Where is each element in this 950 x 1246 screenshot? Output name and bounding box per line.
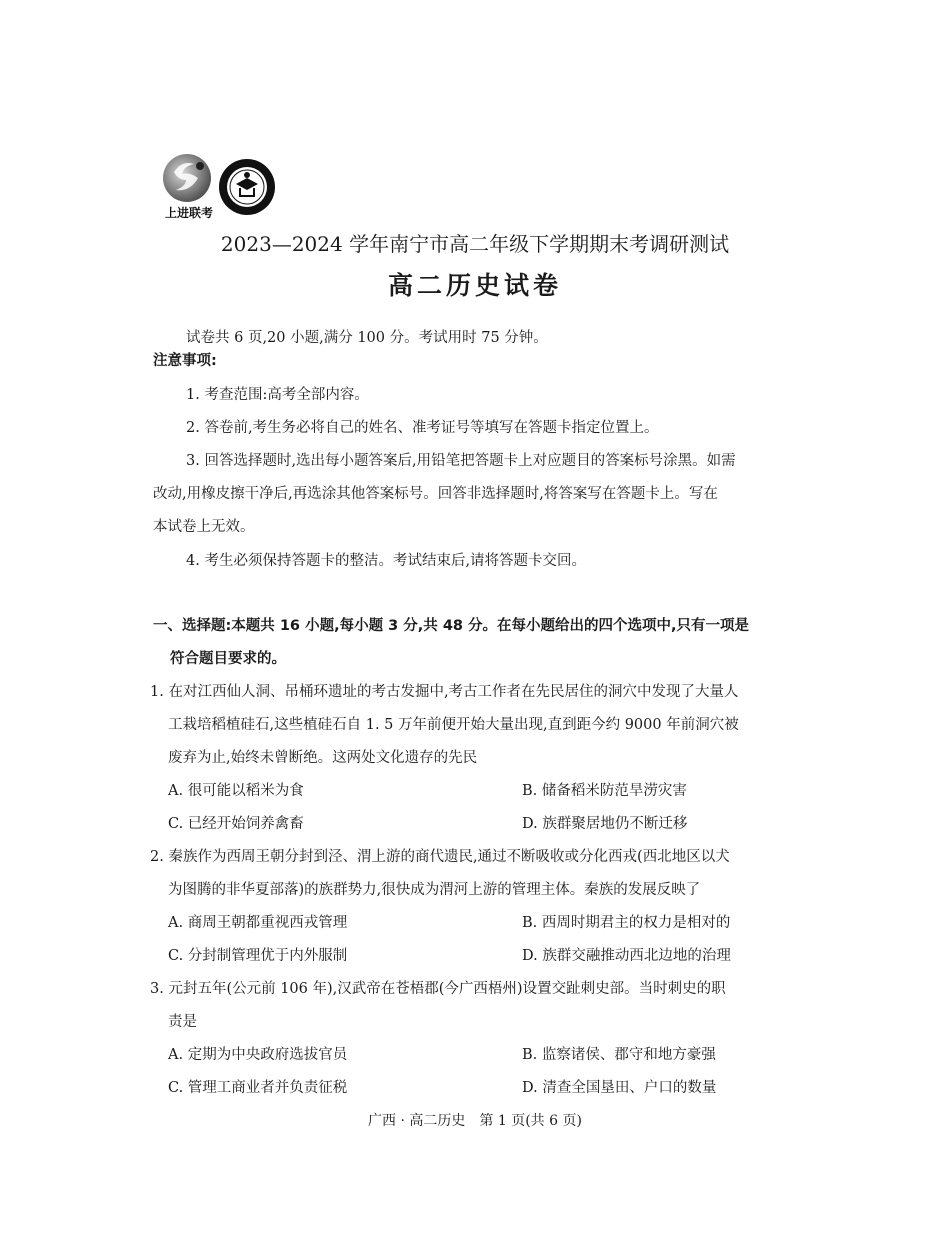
assessment-seal-icon (218, 158, 276, 216)
shangjin-logo (158, 152, 218, 222)
note-2: 2. 答卷前,考生务必将自己的姓名、准考证号等填写在答题卡指定位置上。 (186, 420, 659, 436)
exam-intro: 试卷共 6 页,20 小题,满分 100 分。考试用时 75 分钟。 (186, 330, 548, 346)
question-1-option-d: D. 族群聚居地仍不断迁移 (522, 816, 688, 832)
question-1-option-c: C. 已经开始饲养禽畜 (168, 816, 304, 832)
logo-brand-text: 上进联考 (164, 206, 213, 220)
note-1: 1. 考查范围:高考全部内容。 (186, 387, 369, 403)
paper-title: 高二历史试卷 (387, 271, 562, 300)
shangjin-swirl-icon (160, 152, 214, 204)
question-3-line-2: 责是 (168, 1014, 197, 1030)
question-1-option-a: A. 很可能以稻米为食 (168, 783, 304, 799)
note-3-line-3: 本试卷上无效。 (153, 519, 255, 535)
question-1-line-1: 1. 在对江西仙人洞、吊桶环遗址的考古发掘中,考古工作者在先民居住的洞穴中发现了大量人 (150, 684, 739, 700)
question-2-option-c: C. 分封制管理优于内外服制 (168, 948, 348, 964)
question-3-option-a: A. 定期为中央政府选拔官员 (168, 1047, 348, 1063)
question-3-line-1: 3. 元封五年(公元前 106 年),汉武帝在苍梧郡(今广西梧州)设置交趾刺史部。当时刺史的职 (150, 981, 726, 997)
question-1-option-b: B. 储备稻米防范旱涝灾害 (522, 783, 687, 799)
note-4: 4. 考生必须保持答题卡的整洁。考试结束后,请将答题卡交回。 (186, 553, 587, 569)
question-3-option-c: C. 管理工商业者并负责征税 (168, 1080, 348, 1096)
question-3-option-b: B. 监察诸侯、郡守和地方豪强 (522, 1047, 716, 1063)
question-3-option-d: D. 清查全国垦田、户口的数量 (522, 1080, 717, 1096)
question-1-line-2: 工栽培稻植硅石,这些植硅石自 1. 5 万年前便开始大量出现,直到距今约 9000 年前洞穴被 (168, 717, 739, 733)
note-3-line-1: 3. 回答选择题时,选出每小题答案后,用铅笔把答题卡上对应题目的答案标号涂黑。如需 (186, 453, 736, 469)
question-2-line-2: 为图腾的非华夏部落)的族群势力,很快成为渭河上游的管理主体。秦族的发展反映了 (168, 882, 701, 898)
section-1-heading: 一、选择题:本题共 16 小题,每小题 3 分,共 48 分。在每小题给出的四个选项中,只有一项是 (153, 618, 750, 634)
question-2-option-d: D. 族群交融推动西北边地的治理 (522, 948, 731, 964)
notes-heading: 注意事项: (153, 353, 217, 369)
exam-title: 2023—2024 学年南宁市高二年级下学期期末考调研测试 (220, 232, 730, 256)
page-footer: 广西 · 高二历史 第 1 页(共 6 页) (368, 1113, 582, 1129)
section-1-heading-cont: 符合题目要求的。 (170, 651, 286, 667)
note-3-line-2: 改动,用橡皮擦干净后,再选涂其他答案标号。回答非选择题时,将答案写在答题卡上。写在 (153, 486, 718, 502)
question-2-option-b: B. 西周时期君主的权力是相对的 (522, 915, 731, 931)
question-2-line-1: 2. 秦族作为西周王朝分封到泾、渭上游的商代遗民,通过不断吸收或分化西戎(西北地区以犬 (150, 849, 730, 865)
question-2-option-a: A. 商周王朝都重视西戎管理 (168, 915, 348, 931)
question-1-line-3: 废弃为止,始终未曾断绝。这两处文化遗存的先民 (168, 750, 478, 766)
assessment-seal (218, 158, 276, 216)
